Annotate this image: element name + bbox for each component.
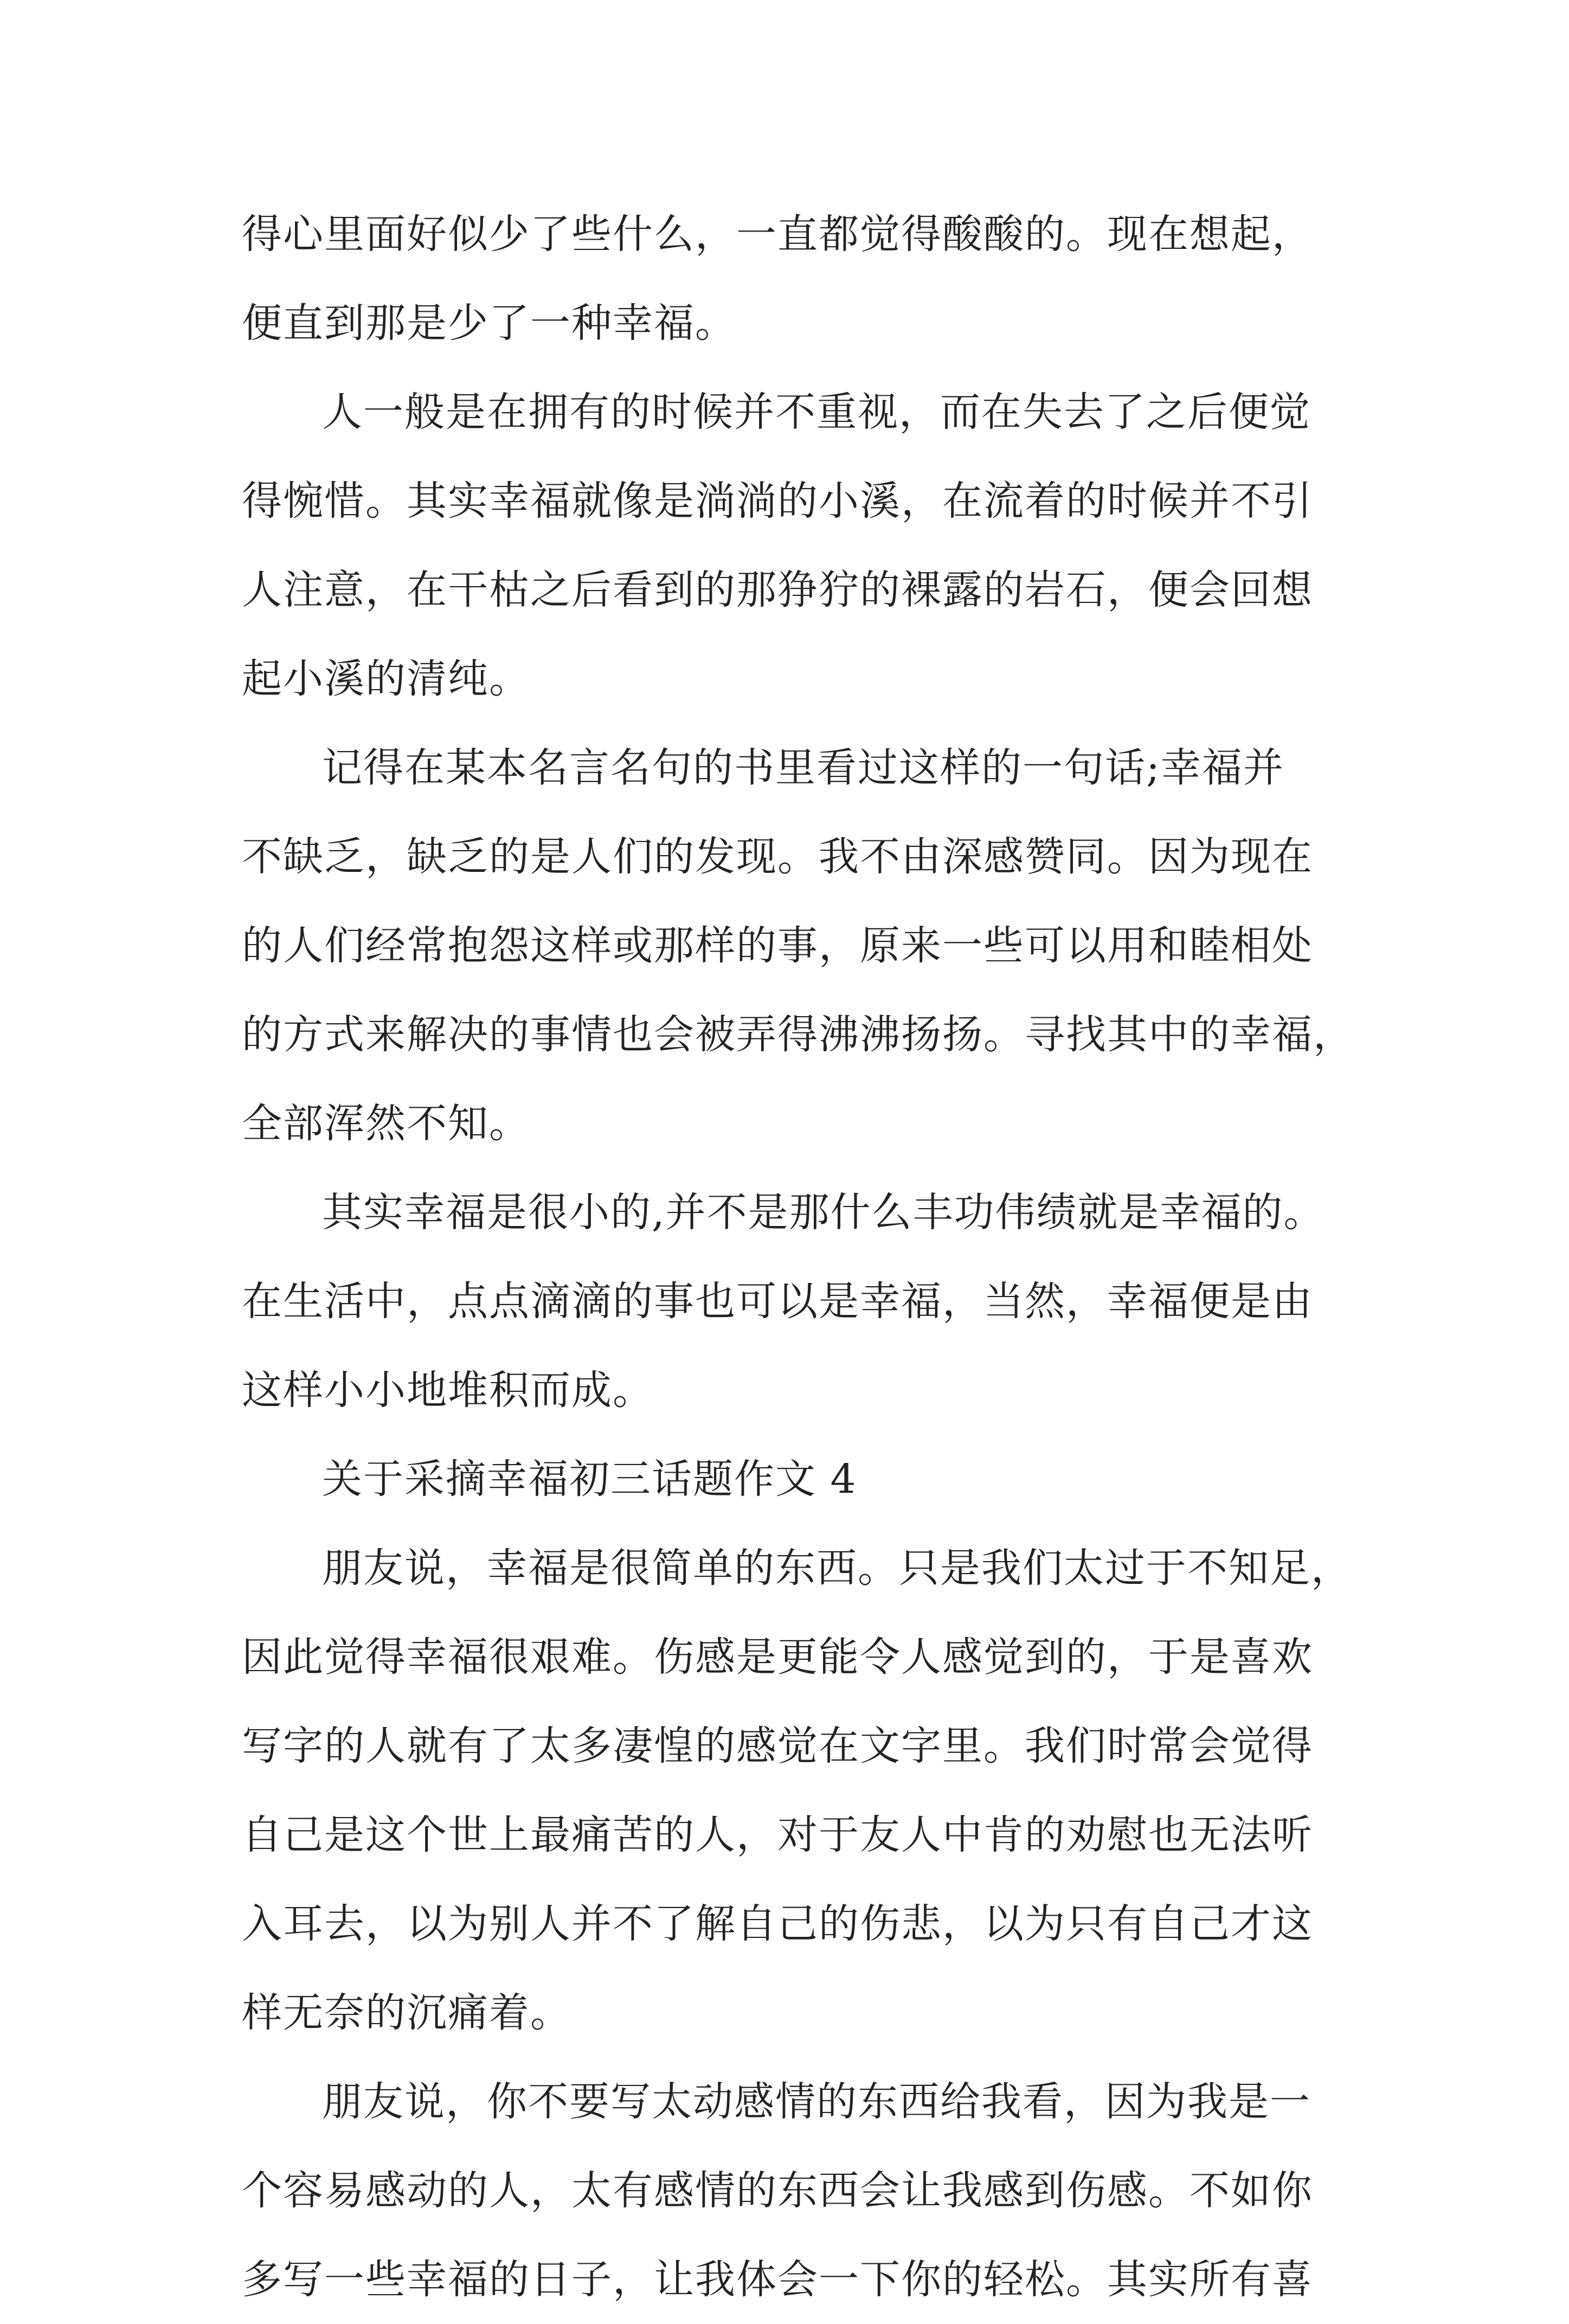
text-line: 多写一些幸福的日子，让我体会一下你的轻松。其实所有喜: [242, 2256, 1313, 2303]
text-line: 在生活中，点点滴滴的事也可以是幸福，当然，幸福便是由: [242, 1278, 1313, 1325]
text-line: 自己是这个世上最痛苦的人，对于友人中肯的劝慰也无法听: [242, 1812, 1313, 1858]
text-line: 起小溪的清纯。: [242, 656, 530, 702]
document-body: [242, 190, 1354, 2324]
text-line: 全部浑然不知。: [242, 1100, 530, 1147]
text-line: 便直到那是少了一种幸福。: [242, 300, 736, 346]
text-line: 其实幸福是很小的,并不是那什么丰功伟绩就是幸福的。: [322, 1189, 1325, 1236]
text-line: 不缺乏，缺乏的是人们的发现。我不由深感赞同。因为现在: [242, 833, 1313, 880]
text-line: 记得在某本名言名句的书里看过这样的一句话;幸福并: [322, 744, 1284, 791]
section-heading: 关于采摘幸福初三话题作文 4: [322, 1456, 857, 1503]
text-line: 的人们经常抱怨这样或那样的事，原来一些可以用和睦相处: [242, 922, 1313, 969]
text-line: 得心里面好似少了些什么，一直都觉得酸酸的。现在想起，: [242, 211, 1313, 258]
text-line: 因此觉得幸福很艰难。伤感是更能令人感觉到的，于是喜欢: [242, 1634, 1313, 1680]
text-line: 写字的人就有了太多凄惶的感觉在文字里。我们时常会觉得: [242, 1723, 1313, 1769]
text-line: 朋友说，你不要写太动感情的东西给我看，因为我是一: [322, 2078, 1311, 2125]
text-line: 的方式来解决的事情也会被弄得沸沸扬扬。寻找其中的幸福，: [242, 1011, 1354, 1058]
text-line: 样无奈的沉痛着。: [242, 1989, 571, 2036]
text-line: 人注意，在干枯之后看到的那狰狞的裸露的岩石，便会回想: [242, 567, 1313, 613]
text-line: 个容易感动的人，太有感情的东西会让我感到伤感。不如你: [242, 2167, 1313, 2214]
text-line: 朋友说，幸福是很简单的东西。只是我们太过于不知足，: [322, 1545, 1352, 1591]
text-line: 入耳去，以为别人并不了解自己的伤悲，以为只有自己才这: [242, 1901, 1313, 1947]
text-line: 得惋惜。其实幸福就像是淌淌的小溪，在流着的时候并不引: [242, 478, 1313, 524]
text-line: 这样小小地堆积而成。: [242, 1367, 654, 1414]
text-line: 人一般是在拥有的时候并不重视，而在失去了之后便觉: [322, 389, 1311, 435]
